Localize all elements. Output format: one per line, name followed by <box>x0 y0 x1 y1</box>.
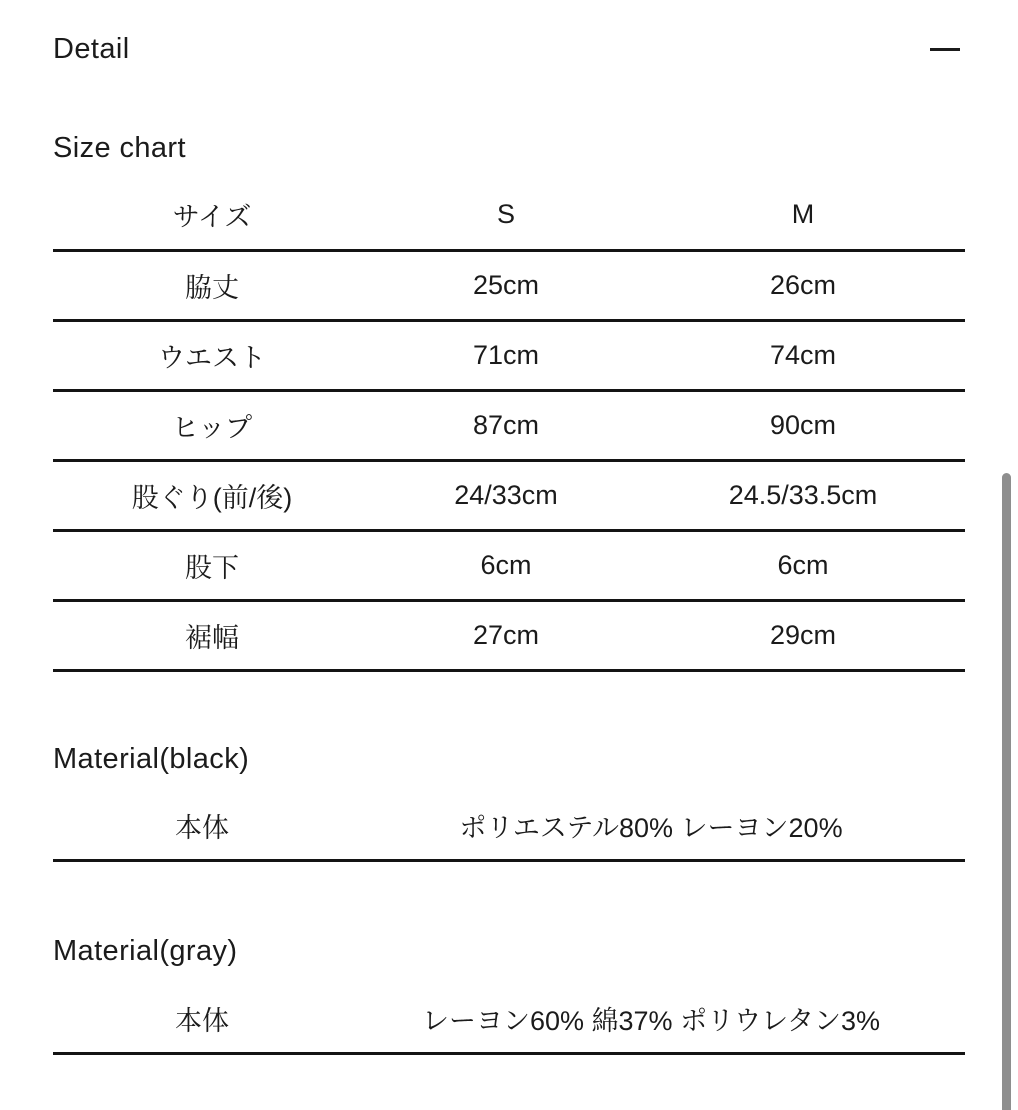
row-value-s: 25cm <box>472 270 540 300</box>
table-row <box>53 392 965 462</box>
size-table-header-row <box>53 180 965 252</box>
row-label: ウエスト <box>158 343 266 373</box>
row-label: 裾幅 <box>185 623 239 653</box>
table-row <box>53 322 965 392</box>
row-value-s: 27cm <box>472 620 540 650</box>
material-row-label: 本体 <box>175 813 229 843</box>
row-label: 股下 <box>185 553 239 583</box>
collapse-minus-icon[interactable] <box>930 48 960 51</box>
row-value-s: 87cm <box>472 410 540 440</box>
table-row <box>53 532 965 602</box>
material-gray-row <box>53 985 965 1055</box>
material-black-row <box>53 792 965 862</box>
row-value-s: 6cm <box>480 550 532 580</box>
material-black-title: Material(black) <box>53 742 250 775</box>
row-label: 股ぐり(前/後) <box>131 483 293 513</box>
size-chart-table <box>53 180 965 672</box>
row-label: ヒップ <box>171 413 253 443</box>
material-gray-title: Material(gray) <box>53 934 238 967</box>
table-row <box>53 602 965 672</box>
detail-section <box>0 30 1018 1055</box>
row-value-m: 29cm <box>769 620 837 650</box>
table-row <box>53 462 965 532</box>
row-value-s: 71cm <box>472 340 540 370</box>
material-row-value: ポリエステル80% レーヨン20% <box>459 813 843 843</box>
row-label: 脇丈 <box>185 273 239 303</box>
material-row-value: レーヨン60% 綿37% ポリウレタン3% <box>421 1006 881 1036</box>
row-value-s: 24/33cm <box>454 480 558 510</box>
size-table-header-m: M <box>791 199 815 229</box>
material-row-label: 本体 <box>175 1006 229 1036</box>
size-table-header-s: S <box>496 199 515 229</box>
row-value-m: 90cm <box>769 410 837 440</box>
size-chart-title: Size chart <box>53 131 186 164</box>
vertical-scrollbar-thumb[interactable] <box>1002 473 1011 1110</box>
row-value-m: 6cm <box>777 550 829 580</box>
row-value-m: 26cm <box>769 270 837 300</box>
table-row <box>53 252 965 322</box>
detail-accordion-title: Detail <box>53 32 130 65</box>
row-value-m: 74cm <box>769 340 837 370</box>
detail-accordion-header[interactable] <box>53 30 965 68</box>
size-table-header-label: サイズ <box>172 202 252 232</box>
row-value-m: 24.5/33.5cm <box>728 480 878 510</box>
